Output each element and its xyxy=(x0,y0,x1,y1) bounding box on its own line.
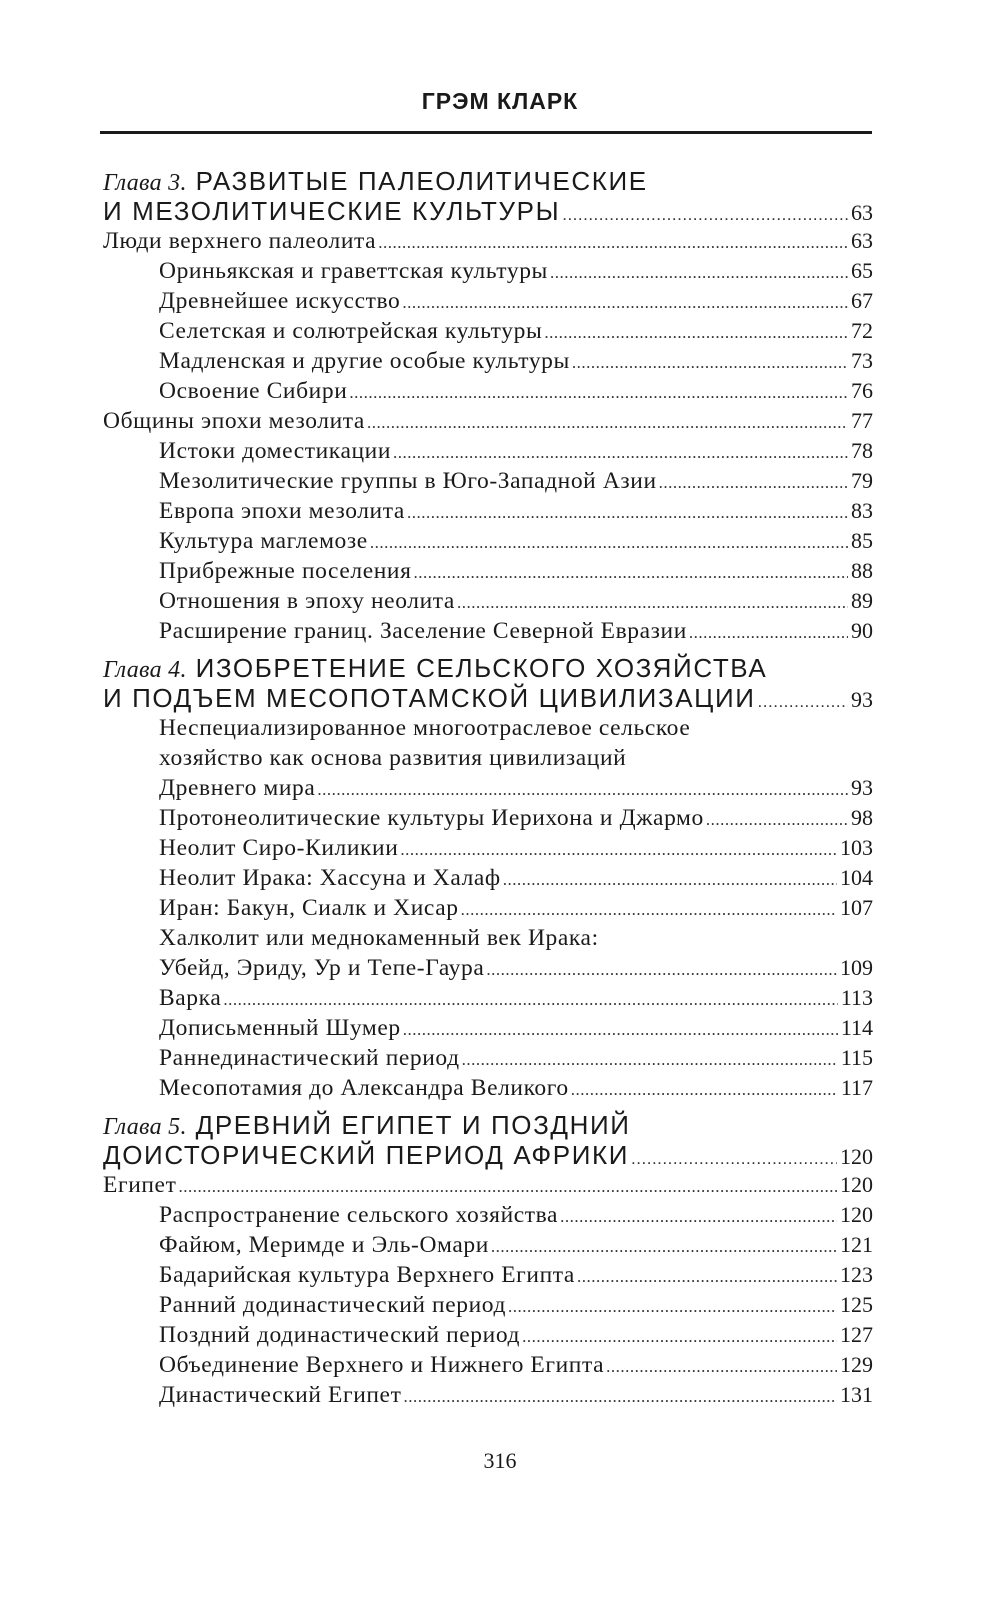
chapter-title: РАЗВИТЫЕ ПАЛЕОЛИТИЧЕСКИЕ xyxy=(195,166,648,196)
dot-leader xyxy=(414,558,848,588)
page-ref: 120 xyxy=(840,1144,873,1169)
toc-subsection[interactable] xyxy=(103,1320,873,1350)
page-ref: 77 xyxy=(851,408,873,433)
toc-subsection[interactable] xyxy=(103,436,873,466)
dot-leader xyxy=(606,1352,837,1382)
running-header: ГРЭМ КЛАРК xyxy=(421,88,579,114)
page-ref: 78 xyxy=(851,438,873,463)
chapter-heading-entry[interactable] xyxy=(103,1140,873,1170)
entry-text: Истоки доместикации xyxy=(159,438,392,464)
page-ref: 103 xyxy=(840,835,873,860)
toc-subsection[interactable] xyxy=(103,256,873,286)
toc-subsection[interactable] xyxy=(103,316,873,346)
entry-text: Общины эпохи мезолита xyxy=(103,408,365,434)
entry-text: Культура маглемозе xyxy=(159,528,368,554)
page-ref: 89 xyxy=(851,588,873,613)
entry-text: Ориньякская и граветтская культуры xyxy=(159,258,548,284)
chapter-heading-line xyxy=(103,166,873,196)
page-ref: 93 xyxy=(851,775,873,800)
toc-subsection[interactable] xyxy=(103,1260,873,1290)
entry-text: Месопотамия до Александра Великого xyxy=(159,1075,569,1101)
entry-text: Освоение Сибири xyxy=(159,378,348,404)
entry-text: Египет xyxy=(103,1172,177,1198)
toc-subsection[interactable] xyxy=(103,1043,873,1073)
entry-text: Древнего мира xyxy=(159,775,316,801)
chapter-label: Глава 4. xyxy=(103,657,187,683)
entry-text: Древнейшее искусство xyxy=(159,288,401,314)
page-ref: 73 xyxy=(851,348,873,373)
chapter-heading-entry[interactable] xyxy=(103,683,873,713)
entry-text-line: Халколит или меднокаменный век Ирака: xyxy=(159,925,599,951)
dot-leader xyxy=(491,1232,837,1262)
entry-text: Мезолитические группы в Юго-Западной Азии xyxy=(159,468,657,494)
entry-text: Мадленская и другие особые культуры xyxy=(159,348,570,374)
dot-leader xyxy=(560,1202,837,1232)
toc-subsection[interactable] xyxy=(103,1200,873,1230)
toc-subsection[interactable] xyxy=(103,1380,873,1410)
chapter-heading-line xyxy=(103,653,873,683)
toc-subsection[interactable] xyxy=(103,496,873,526)
dot-leader xyxy=(403,1015,838,1045)
chapter-3 xyxy=(103,166,873,646)
toc-subsection[interactable] xyxy=(103,286,873,316)
toc-subsection[interactable] xyxy=(103,1013,873,1043)
entry-text: Селетская и солютрейская культуры xyxy=(159,318,543,344)
entry-text: Неолит Ирака: Хассуна и Халаф xyxy=(159,865,501,891)
toc-subsection[interactable] xyxy=(103,983,873,1013)
page-ref: 129 xyxy=(840,1352,873,1377)
dot-leader xyxy=(508,1292,837,1322)
dot-leader xyxy=(544,318,848,348)
toc-subsection[interactable] xyxy=(103,556,873,586)
entry-text: Распространение сельского хозяйства xyxy=(159,1202,559,1228)
dot-leader xyxy=(178,1172,837,1202)
dot-leader xyxy=(562,200,848,230)
toc-subsection[interactable] xyxy=(103,953,873,983)
toc-section[interactable] xyxy=(103,406,873,436)
entry-text: Объединение Верхнего и Нижнего Египта xyxy=(159,1352,605,1378)
entry-text: Бадарийская культура Верхнего Египта xyxy=(159,1262,575,1288)
page-ref: 83 xyxy=(851,498,873,523)
dot-leader xyxy=(370,528,848,558)
page-ref: 79 xyxy=(851,468,873,493)
entry-text: Файюм, Меримде и Эль-Омари xyxy=(159,1232,489,1258)
toc-section[interactable] xyxy=(103,226,873,256)
toc-subsection[interactable] xyxy=(103,1230,873,1260)
toc-subsection[interactable] xyxy=(103,466,873,496)
entry-text: Раннединастический период xyxy=(159,1045,460,1071)
entry-text: Люди верхнего палеолита xyxy=(103,228,377,254)
dot-leader xyxy=(706,805,848,835)
page-ref: 120 xyxy=(840,1202,873,1227)
toc-subsection[interactable] xyxy=(103,833,873,863)
dot-leader xyxy=(461,895,837,925)
entry-text: Ранний додинастический период xyxy=(159,1292,506,1318)
entry-text: Династический Египет xyxy=(159,1382,402,1408)
toc-subsection[interactable] xyxy=(103,616,873,646)
dot-leader xyxy=(393,438,848,468)
dot-leader xyxy=(631,1144,837,1174)
toc-subsection[interactable] xyxy=(103,863,873,893)
page-ref: 113 xyxy=(840,985,873,1010)
page-ref: 123 xyxy=(840,1262,873,1287)
page-ref: 104 xyxy=(840,865,873,890)
toc-subsection[interactable] xyxy=(103,376,873,406)
entry-text: Убейд, Эриду, Ур и Тепе-Гаура xyxy=(159,955,485,981)
page-ref: 115 xyxy=(840,1045,873,1070)
page-ref: 98 xyxy=(851,805,873,830)
page-ref: 127 xyxy=(840,1322,873,1347)
header-rule xyxy=(100,131,872,134)
chapter-title-cont: И ПОДЪЕМ МЕСОПОТАМСКОЙ ЦИВИЛИЗАЦИИ xyxy=(103,683,756,713)
page-ref: 109 xyxy=(840,955,873,980)
page-ref: 85 xyxy=(851,528,873,553)
dot-leader xyxy=(659,468,848,498)
entry-text-line: хозяйство как основа развития цивилизаций xyxy=(159,745,627,771)
dot-leader xyxy=(550,258,848,288)
page-ref: 93 xyxy=(851,687,873,712)
page-ref: 67 xyxy=(851,288,873,313)
dot-leader xyxy=(503,865,837,895)
dot-leader xyxy=(400,835,837,865)
entry-text: Варка xyxy=(159,985,222,1011)
toc-subsection[interactable] xyxy=(103,526,873,556)
entry-text: Отношения в эпоху неолита xyxy=(159,588,455,614)
entry-text: Расширение границ. Заселение Северной Евразии xyxy=(159,618,687,644)
dot-leader xyxy=(522,1322,837,1352)
dot-leader xyxy=(577,1262,837,1292)
page-ref: 76 xyxy=(851,378,873,403)
page-ref: 72 xyxy=(851,318,873,343)
dot-leader xyxy=(223,985,837,1015)
toc-subsection[interactable] xyxy=(103,773,873,803)
page-ref: 63 xyxy=(851,228,873,253)
chapter-title: ИЗОБРЕТЕНИЕ СЕЛЬСКОГО ХОЗЯЙСТВА xyxy=(195,653,768,683)
dot-leader xyxy=(378,228,848,258)
dot-leader xyxy=(367,408,848,438)
dot-leader xyxy=(486,955,837,985)
dot-leader xyxy=(571,1075,838,1105)
page-ref: 125 xyxy=(840,1292,873,1317)
page-ref: 63 xyxy=(851,200,873,225)
toc-subsection[interactable] xyxy=(103,346,873,376)
entry-text: Прибрежные поселения xyxy=(159,558,412,584)
chapter-4 xyxy=(103,653,873,1103)
page-ref: 107 xyxy=(840,895,873,920)
chapter-heading-entry[interactable] xyxy=(103,196,873,226)
entry-text: Протонеолитические культуры Иерихона и Джармо xyxy=(159,805,704,831)
dot-leader xyxy=(402,288,848,318)
entry-text: Неолит Сиро-Киликии xyxy=(159,835,399,861)
toc-subsection[interactable] xyxy=(103,1290,873,1320)
page-ref: 114 xyxy=(840,1015,873,1040)
chapter-label: Глава 5. xyxy=(103,1114,187,1140)
page-ref: 120 xyxy=(840,1172,873,1197)
chapter-title: ДРЕВНИЙ ЕГИПЕТ И ПОЗДНИЙ xyxy=(195,1110,631,1140)
page-ref: 117 xyxy=(840,1075,873,1100)
chapter-title-cont: ДОИСТОРИЧЕСКИЙ ПЕРИОД АФРИКИ xyxy=(103,1140,630,1170)
entry-text: Европа эпохи мезолита xyxy=(159,498,405,524)
toc-section[interactable] xyxy=(103,1170,873,1200)
toc-subsection[interactable] xyxy=(103,893,873,923)
page-ref: 131 xyxy=(840,1382,873,1407)
dot-leader xyxy=(572,348,848,378)
toc-subsection[interactable] xyxy=(103,803,873,833)
dot-leader xyxy=(689,618,848,648)
dot-leader xyxy=(462,1045,838,1075)
chapter-title-cont: И МЕЗОЛИТИЧЕСКИЕ КУЛЬТУРЫ xyxy=(103,196,561,226)
dot-leader xyxy=(407,498,848,528)
chapter-heading-line xyxy=(103,1110,873,1140)
page-ref: 88 xyxy=(851,558,873,583)
dot-leader xyxy=(758,687,848,717)
page-ref: 90 xyxy=(851,618,873,643)
dot-leader xyxy=(317,775,848,805)
page-number: 316 xyxy=(483,1448,517,1473)
dot-leader xyxy=(457,588,848,618)
table-of-contents xyxy=(103,166,873,1410)
entry-text: Дописьменный Шумер xyxy=(159,1015,401,1041)
page-ref: 121 xyxy=(840,1232,873,1257)
toc-subsection[interactable] xyxy=(103,1350,873,1380)
toc-subsection[interactable] xyxy=(103,1073,873,1103)
chapter-5 xyxy=(103,1110,873,1410)
entry-text-line: Неспециализированное многоотраслевое сельское xyxy=(159,715,691,741)
dot-leader xyxy=(403,1382,837,1412)
chapter-label: Глава 3. xyxy=(103,170,187,196)
page-ref: 65 xyxy=(851,258,873,283)
entry-text: Иран: Бакун, Сиалк и Хисар xyxy=(159,895,459,921)
entry-text: Поздний додинастический период xyxy=(159,1322,521,1348)
dot-leader xyxy=(349,378,848,408)
toc-subsection[interactable] xyxy=(103,586,873,616)
